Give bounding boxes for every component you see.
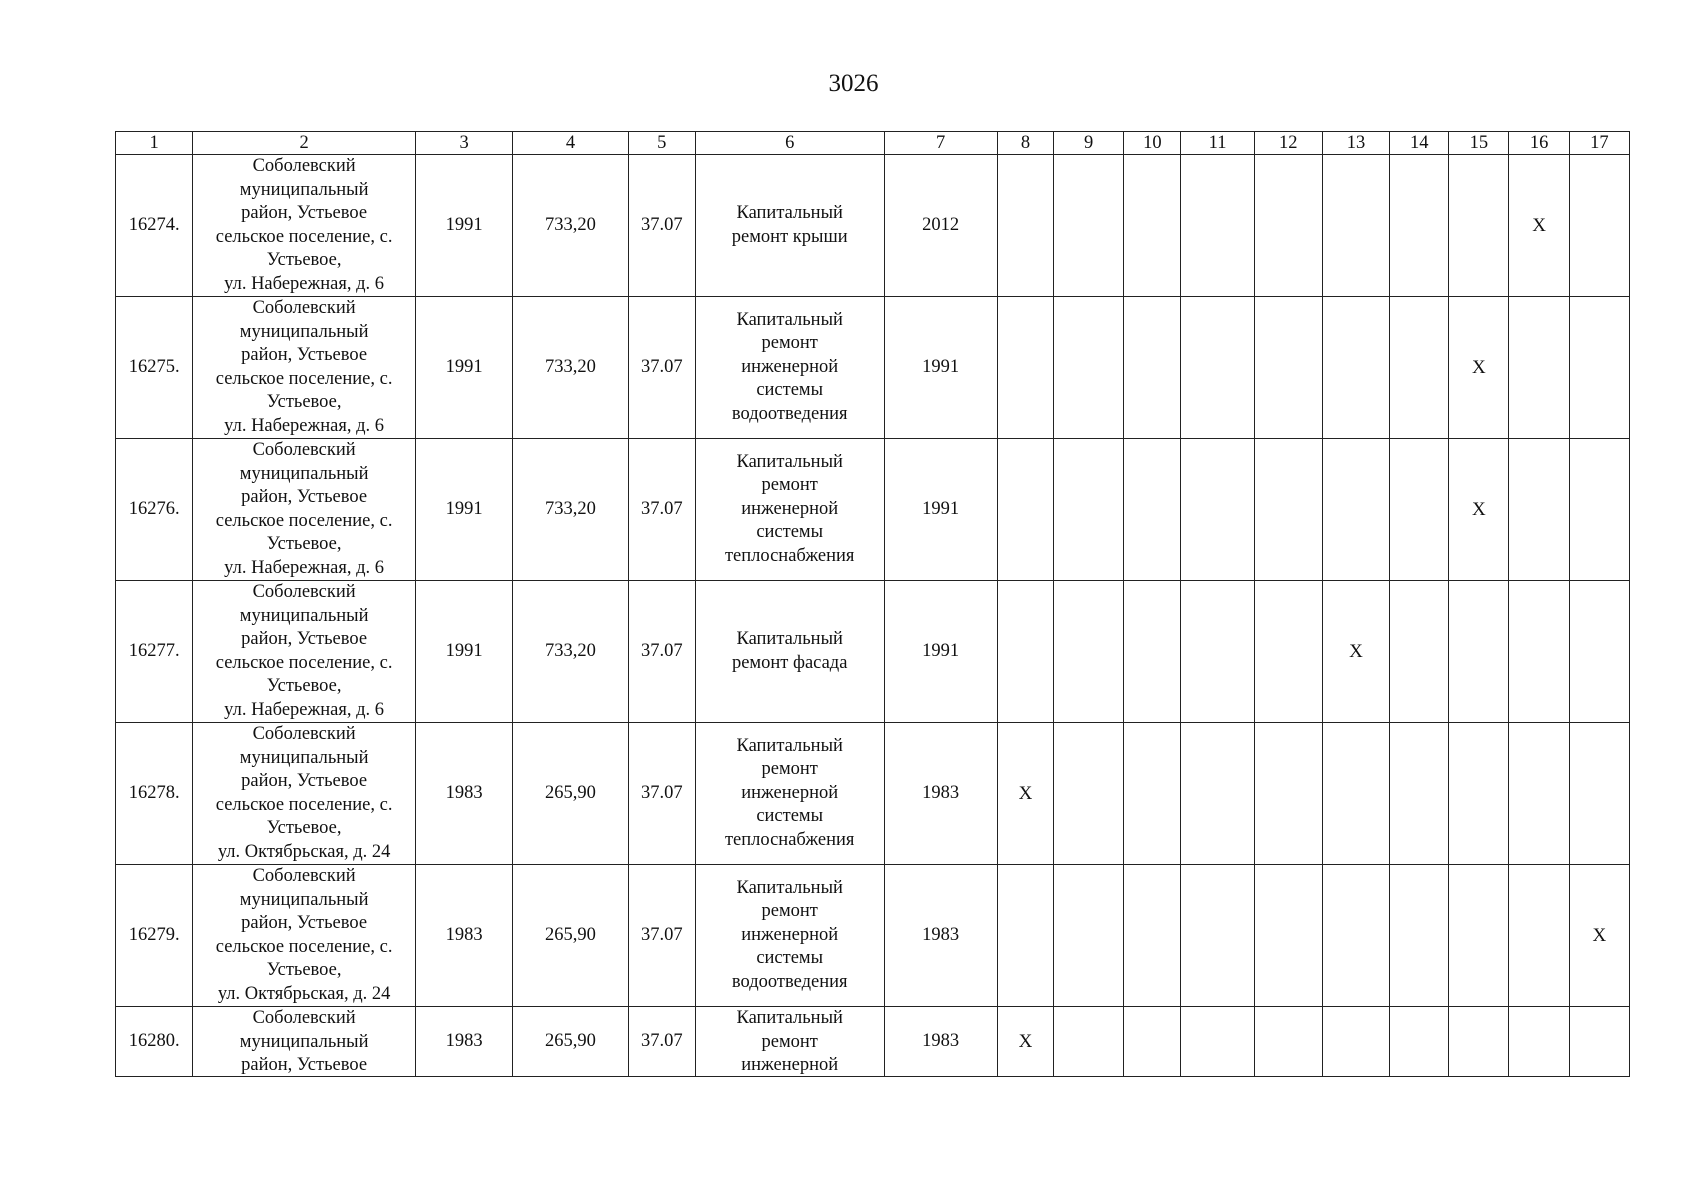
- address-line: муниципальный: [239, 889, 369, 910]
- column-number-13: 13: [1322, 132, 1389, 155]
- empty-cell-12: [1254, 155, 1322, 297]
- address-line: район, Устьевое: [241, 1055, 368, 1075]
- empty-cell-11: [1181, 1007, 1254, 1077]
- work-type-cell: [695, 723, 884, 865]
- empty-cell-8: [997, 581, 1053, 723]
- empty-cell-17: [1569, 439, 1629, 581]
- code: 37.07: [628, 865, 695, 1007]
- row-id: 16277.: [116, 581, 193, 723]
- empty-cell-17: [1569, 297, 1629, 439]
- address-line: муниципальный: [239, 605, 369, 626]
- empty-cell-13: [1322, 155, 1389, 297]
- empty-cell-11: [1181, 439, 1254, 581]
- code: 37.07: [628, 439, 695, 581]
- empty-cell-8: [997, 865, 1053, 1007]
- empty-cell-12: [1254, 581, 1322, 723]
- row-id: 16279.: [116, 865, 193, 1007]
- area: 733,20: [513, 155, 628, 297]
- address-line: Соболевский: [252, 724, 356, 744]
- address-cell: [193, 297, 416, 439]
- address-cell: [193, 439, 416, 581]
- page-number: 3026: [828, 70, 879, 97]
- year-built: 1991: [415, 155, 512, 297]
- address-line: муниципальный: [239, 463, 369, 484]
- column-number-10: 10: [1124, 132, 1181, 155]
- work-type-line: системы: [756, 806, 824, 827]
- work-type-line: инженерной: [741, 782, 839, 803]
- column-number-1: 1: [116, 132, 193, 155]
- row-id: 16276.: [116, 439, 193, 581]
- column-number-11: 11: [1181, 132, 1254, 155]
- table-row: [116, 865, 1630, 1007]
- column-number-12: 12: [1254, 132, 1322, 155]
- code: 37.07: [628, 1007, 695, 1077]
- column-number-3: 3: [415, 132, 512, 155]
- year-built: 1991: [415, 297, 512, 439]
- empty-cell-13: [1322, 723, 1389, 865]
- work-type-line: ремонт: [761, 333, 818, 354]
- area: 733,20: [513, 581, 628, 723]
- address-line: Соболевский: [252, 156, 356, 176]
- table-body: [116, 132, 1630, 1077]
- empty-cell-12: [1254, 1007, 1322, 1077]
- address-line: район, Устьевое: [241, 345, 368, 365]
- empty-cell-14: [1390, 723, 1449, 865]
- empty-cell-9: [1054, 581, 1124, 723]
- work-type-cell: [695, 297, 884, 439]
- empty-cell-12: [1254, 865, 1322, 1007]
- empty-cell-15: [1449, 865, 1509, 1007]
- row-id: 16278.: [116, 723, 193, 865]
- area: 733,20: [513, 297, 628, 439]
- empty-cell-17: [1569, 155, 1629, 297]
- table-row: [116, 1007, 1630, 1077]
- year-built: 1991: [415, 439, 512, 581]
- empty-cell-9: [1054, 865, 1124, 1007]
- area: 265,90: [513, 1007, 628, 1077]
- empty-cell-16: [1509, 1007, 1569, 1077]
- address-line: Устьевое,: [266, 250, 342, 270]
- empty-cell-13: [1322, 439, 1389, 581]
- empty-cell-14: [1390, 297, 1449, 439]
- empty-cell-9: [1054, 723, 1124, 865]
- address-line: ул. Набережная, д. 6: [224, 557, 385, 578]
- year-last: 1991: [884, 439, 997, 581]
- work-type-line: Капитальный: [736, 1008, 843, 1028]
- empty-cell-8: [997, 439, 1053, 581]
- work-type-line: теплоснабжения: [724, 829, 855, 850]
- area: 265,90: [513, 723, 628, 865]
- year-built: 1991: [415, 581, 512, 723]
- mark-cell-13: X: [1322, 581, 1389, 723]
- table-row: [116, 155, 1630, 297]
- empty-cell-15: [1449, 723, 1509, 865]
- empty-cell-10: [1124, 155, 1181, 297]
- registry-table: [115, 131, 1630, 1077]
- address-line: район, Устьевое: [241, 913, 368, 933]
- work-type-line: Капитальный: [736, 629, 843, 649]
- mark-cell-17: X: [1569, 865, 1629, 1007]
- empty-cell-10: [1124, 297, 1181, 439]
- address-line: район, Устьевое: [241, 629, 368, 649]
- empty-cell-11: [1181, 865, 1254, 1007]
- row-id: 16274.: [116, 155, 193, 297]
- mark-cell-8: X: [997, 723, 1053, 865]
- work-type-line: Капитальный: [736, 735, 843, 756]
- year-built: 1983: [415, 865, 512, 1007]
- address-line: сельское поселение, с.: [215, 368, 393, 389]
- empty-cell-15: [1449, 581, 1509, 723]
- work-type-line: ремонт крыши: [731, 226, 848, 247]
- empty-cell-15: [1449, 1007, 1509, 1077]
- empty-cell-16: [1509, 297, 1569, 439]
- address-line: район, Устьевое: [241, 771, 368, 791]
- column-number-8: 8: [997, 132, 1053, 155]
- row-id: 16275.: [116, 297, 193, 439]
- work-type-line: ремонт: [761, 759, 818, 780]
- address-line: ул. Набережная, д. 6: [224, 273, 385, 294]
- work-type-line: Капитальный: [736, 203, 843, 223]
- address-line: сельское поселение, с.: [215, 936, 393, 957]
- address-line: Соболевский: [252, 298, 356, 318]
- empty-cell-9: [1054, 297, 1124, 439]
- code: 37.07: [628, 581, 695, 723]
- empty-cell-12: [1254, 439, 1322, 581]
- address-line: ул. Набережная, д. 6: [224, 699, 385, 720]
- area: 733,20: [513, 439, 628, 581]
- empty-cell-8: [997, 155, 1053, 297]
- column-number-6: 6: [695, 132, 884, 155]
- code: 37.07: [628, 297, 695, 439]
- work-type-cell: [695, 581, 884, 723]
- empty-cell-9: [1054, 155, 1124, 297]
- address-line: Соболевский: [252, 582, 356, 602]
- address-line: ул. Набережная, д. 6: [224, 415, 385, 436]
- address-line: сельское поселение, с.: [215, 794, 393, 815]
- empty-cell-12: [1254, 723, 1322, 865]
- column-number-14: 14: [1390, 132, 1449, 155]
- work-type-line: Капитальный: [736, 309, 843, 330]
- column-number-7: 7: [884, 132, 997, 155]
- empty-cell-14: [1390, 439, 1449, 581]
- mark-cell-15: X: [1449, 297, 1509, 439]
- empty-cell-17: [1569, 581, 1629, 723]
- year-last: 1991: [884, 581, 997, 723]
- year-last: 2012: [884, 155, 997, 297]
- empty-cell-9: [1054, 1007, 1124, 1077]
- work-type-line: ремонт: [761, 901, 818, 922]
- address-line: ул. Октябрьская, д. 24: [217, 983, 391, 1004]
- empty-cell-10: [1124, 1007, 1181, 1077]
- work-type-cell: [695, 865, 884, 1007]
- column-number-17: 17: [1569, 132, 1629, 155]
- year-built: 1983: [415, 723, 512, 865]
- address-line: сельское поселение, с.: [215, 510, 393, 531]
- table-row: [116, 297, 1630, 439]
- work-type-line: системы: [756, 522, 824, 543]
- table-row: [116, 581, 1630, 723]
- empty-cell-11: [1181, 297, 1254, 439]
- empty-cell-14: [1390, 581, 1449, 723]
- table-row: [116, 723, 1630, 865]
- empty-cell-16: [1509, 865, 1569, 1007]
- year-last: 1983: [884, 723, 997, 865]
- year-built: 1983: [415, 1007, 512, 1077]
- empty-cell-11: [1181, 155, 1254, 297]
- column-number-5: 5: [628, 132, 695, 155]
- empty-cell-16: [1509, 723, 1569, 865]
- mark-cell-8: X: [997, 1007, 1053, 1077]
- address-line: Соболевский: [252, 440, 356, 460]
- column-number-row: [116, 132, 1630, 155]
- work-type-line: системы: [756, 380, 824, 401]
- address-line: Устьевое,: [266, 818, 342, 838]
- year-last: 1983: [884, 865, 997, 1007]
- row-id: 16280.: [116, 1007, 193, 1077]
- work-type-line: инженерной: [741, 356, 839, 377]
- work-type-line: водоотведения: [731, 403, 848, 424]
- code: 37.07: [628, 155, 695, 297]
- address-line: сельское поселение, с.: [215, 652, 393, 673]
- address-line: муниципальный: [239, 1031, 369, 1052]
- work-type-line: ремонт фасада: [731, 652, 848, 673]
- empty-cell-15: [1449, 155, 1509, 297]
- empty-cell-13: [1322, 297, 1389, 439]
- address-line: муниципальный: [239, 179, 369, 200]
- empty-cell-9: [1054, 439, 1124, 581]
- empty-cell-11: [1181, 723, 1254, 865]
- work-type-cell: [695, 1007, 884, 1077]
- empty-cell-13: [1322, 1007, 1389, 1077]
- work-type-line: Капитальный: [736, 451, 843, 472]
- empty-cell-14: [1390, 155, 1449, 297]
- work-type-line: Капитальный: [736, 877, 843, 898]
- work-type-line: инженерной: [741, 1055, 839, 1075]
- empty-cell-10: [1124, 723, 1181, 865]
- column-number-2: 2: [193, 132, 416, 155]
- empty-cell-16: [1509, 581, 1569, 723]
- address-cell: [193, 865, 416, 1007]
- address-line: сельское поселение, с.: [215, 226, 393, 247]
- empty-cell-8: [997, 297, 1053, 439]
- address-line: Устьевое,: [266, 960, 342, 980]
- empty-cell-17: [1569, 723, 1629, 865]
- empty-cell-13: [1322, 865, 1389, 1007]
- empty-cell-12: [1254, 297, 1322, 439]
- address-line: Устьевое,: [266, 534, 342, 554]
- empty-cell-17: [1569, 1007, 1629, 1077]
- work-type-line: водоотведения: [731, 971, 848, 992]
- empty-cell-16: [1509, 439, 1569, 581]
- address-cell: [193, 581, 416, 723]
- work-type-line: теплоснабжения: [724, 545, 855, 566]
- empty-cell-10: [1124, 581, 1181, 723]
- work-type-line: ремонт: [761, 475, 818, 496]
- work-type-cell: [695, 439, 884, 581]
- mark-cell-16: X: [1509, 155, 1569, 297]
- work-type-line: ремонт: [761, 1031, 818, 1052]
- work-type-line: инженерной: [741, 498, 839, 519]
- column-number-9: 9: [1054, 132, 1124, 155]
- address-line: Соболевский: [252, 1008, 356, 1028]
- year-last: 1991: [884, 297, 997, 439]
- address-line: муниципальный: [239, 747, 369, 768]
- empty-cell-14: [1390, 1007, 1449, 1077]
- mark-cell-15: X: [1449, 439, 1509, 581]
- empty-cell-11: [1181, 581, 1254, 723]
- area: 265,90: [513, 865, 628, 1007]
- column-number-16: 16: [1509, 132, 1569, 155]
- address-cell: [193, 1007, 416, 1077]
- address-line: район, Устьевое: [241, 203, 368, 223]
- empty-cell-10: [1124, 439, 1181, 581]
- address-cell: [193, 723, 416, 865]
- empty-cell-14: [1390, 865, 1449, 1007]
- address-line: ул. Октябрьская, д. 24: [217, 841, 391, 862]
- address-cell: [193, 155, 416, 297]
- work-type-line: инженерной: [741, 924, 839, 945]
- work-type-line: системы: [756, 948, 824, 969]
- address-line: район, Устьевое: [241, 487, 368, 507]
- table-row: [116, 439, 1630, 581]
- address-line: Устьевое,: [266, 392, 342, 412]
- column-number-4: 4: [513, 132, 628, 155]
- work-type-cell: [695, 155, 884, 297]
- code: 37.07: [628, 723, 695, 865]
- column-number-15: 15: [1449, 132, 1509, 155]
- address-line: муниципальный: [239, 321, 369, 342]
- year-last: 1983: [884, 1007, 997, 1077]
- address-line: Устьевое,: [266, 676, 342, 696]
- address-line: Соболевский: [252, 866, 356, 886]
- empty-cell-10: [1124, 865, 1181, 1007]
